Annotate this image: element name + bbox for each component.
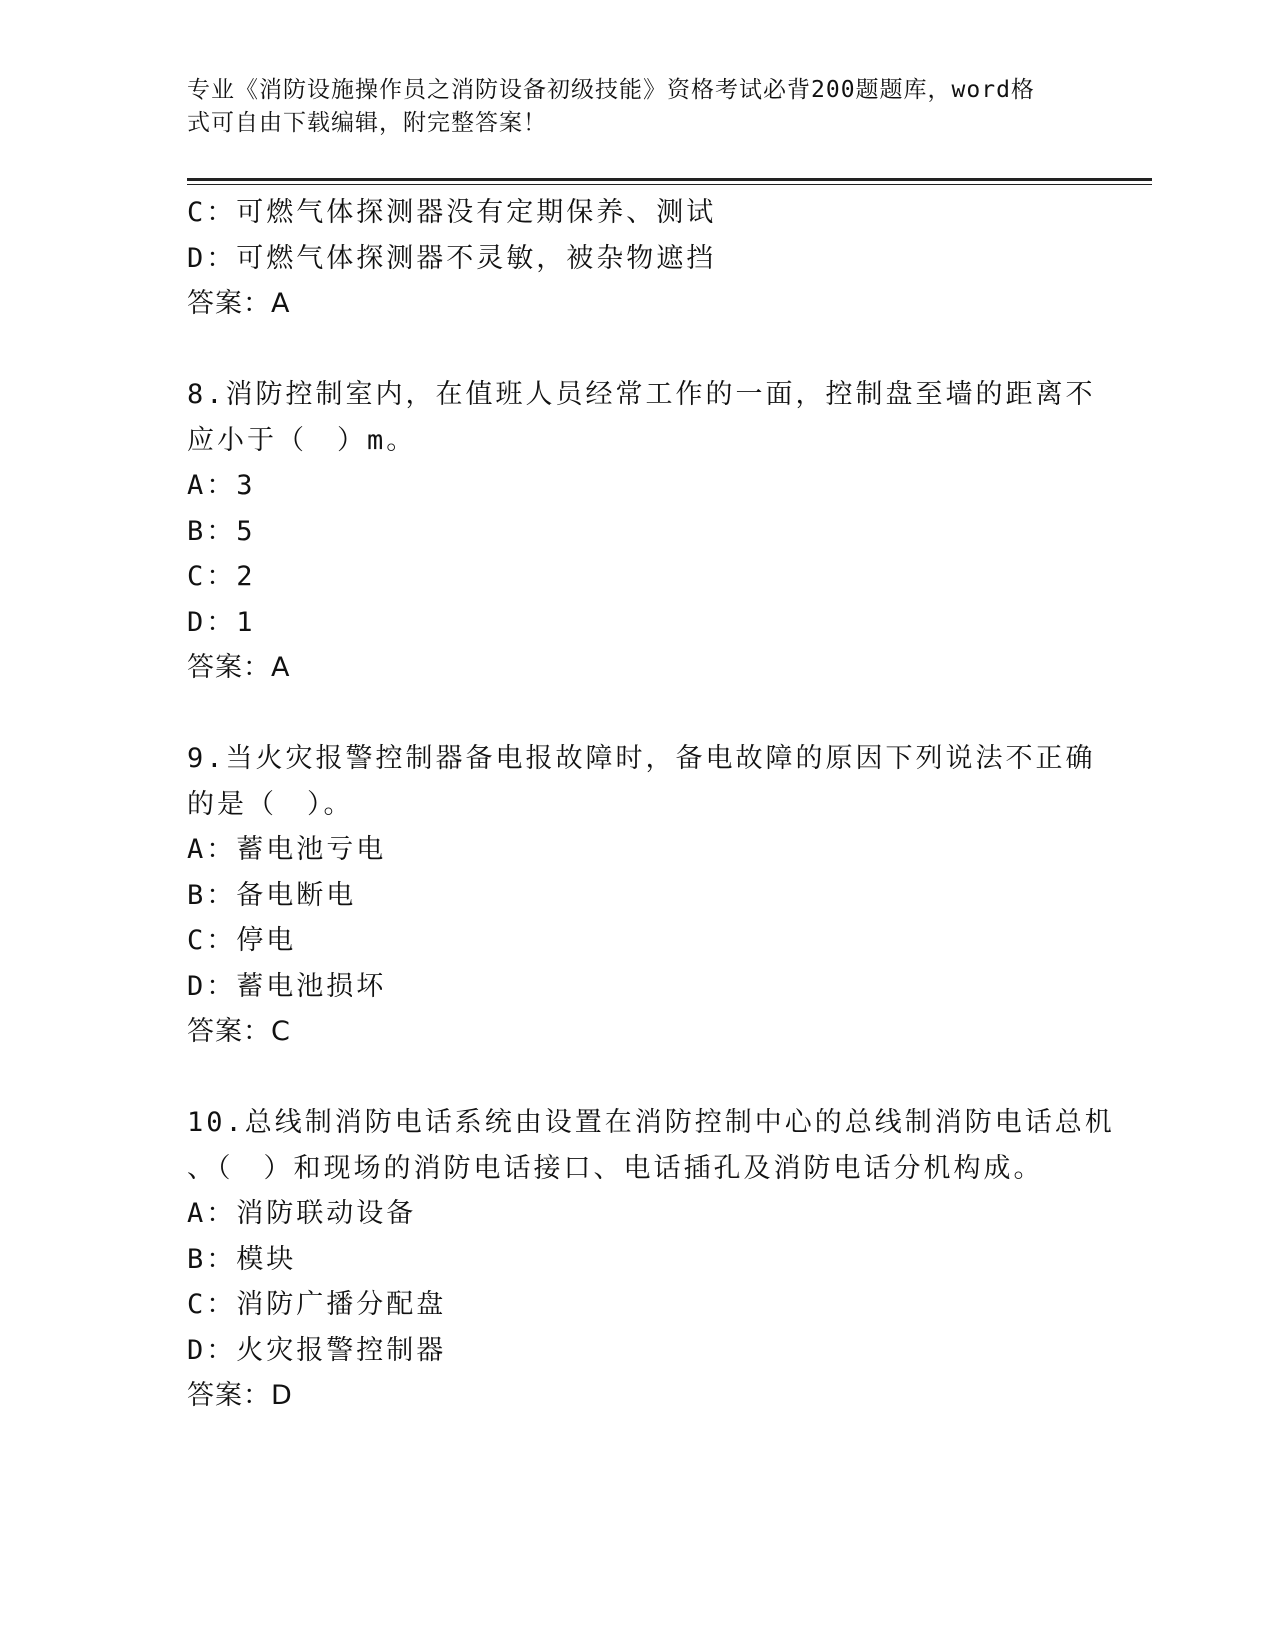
question-stem-line: 9.当火灾报警控制器备电报故障时，备电故障的原因下列说法不正确 [187,743,1096,774]
document-header [187,74,1087,140]
option-d: D：可燃气体探测器不灵敏，被杂物遮挡 [187,242,717,274]
header-line-1: 专业《消防设施操作员之消防设备初级技能》资格考试必背200题题库，word格 [187,77,1035,103]
option-a: A：3 [187,470,256,501]
option-b: B：模块 [187,1243,297,1275]
option-c: C：2 [187,561,256,592]
spacer [187,691,1087,737]
option-d: D：1 [187,606,256,638]
option-d: D：火灾报警控制器 [187,1334,447,1366]
option-b: B：备电断电 [187,879,357,911]
header-divider-thick [187,178,1152,181]
previous-question-tail [187,190,1087,327]
option-a: A：蓄电池亏电 [187,834,387,865]
spacer [187,327,1087,373]
option-c: C：可燃气体探测器没有定期保养、测试 [187,197,717,228]
question-8 [187,372,1096,691]
spacer [187,1055,1087,1101]
option-a: A：消防联动设备 [187,1198,417,1229]
question-10 [187,1100,1115,1419]
option-c: C：停电 [187,925,297,956]
question-stem-line: 10.总线制消防电话系统由设置在消防控制中心的总线制消防电话总机 [187,1107,1115,1138]
answer-line: 答案：C [187,1016,291,1047]
answer-line: 答案：D [187,1380,293,1411]
answer-line: 答案：A [187,288,291,319]
answer-line: 答案：A [187,652,291,683]
question-stem-line: 应小于（ ）m。 [187,424,417,456]
option-d: D：蓄电池损坏 [187,970,387,1002]
option-c: C：消防广播分配盘 [187,1289,447,1320]
question-stem-line: 、（ ）和现场的消防电话接口、电话插孔及消防电话分机构成。 [187,1152,1044,1184]
question-stem-line: 8.消防控制室内，在值班人员经常工作的一面，控制盘至墙的距离不 [187,379,1096,410]
header-divider-thin [187,184,1152,185]
question-stem-line: 的是（ ）。 [187,788,354,820]
question-9 [187,736,1096,1055]
header-line-2: 式可自由下载编辑，附完整答案！ [187,110,547,136]
question-content [187,190,1115,1419]
option-b: B：5 [187,515,256,547]
